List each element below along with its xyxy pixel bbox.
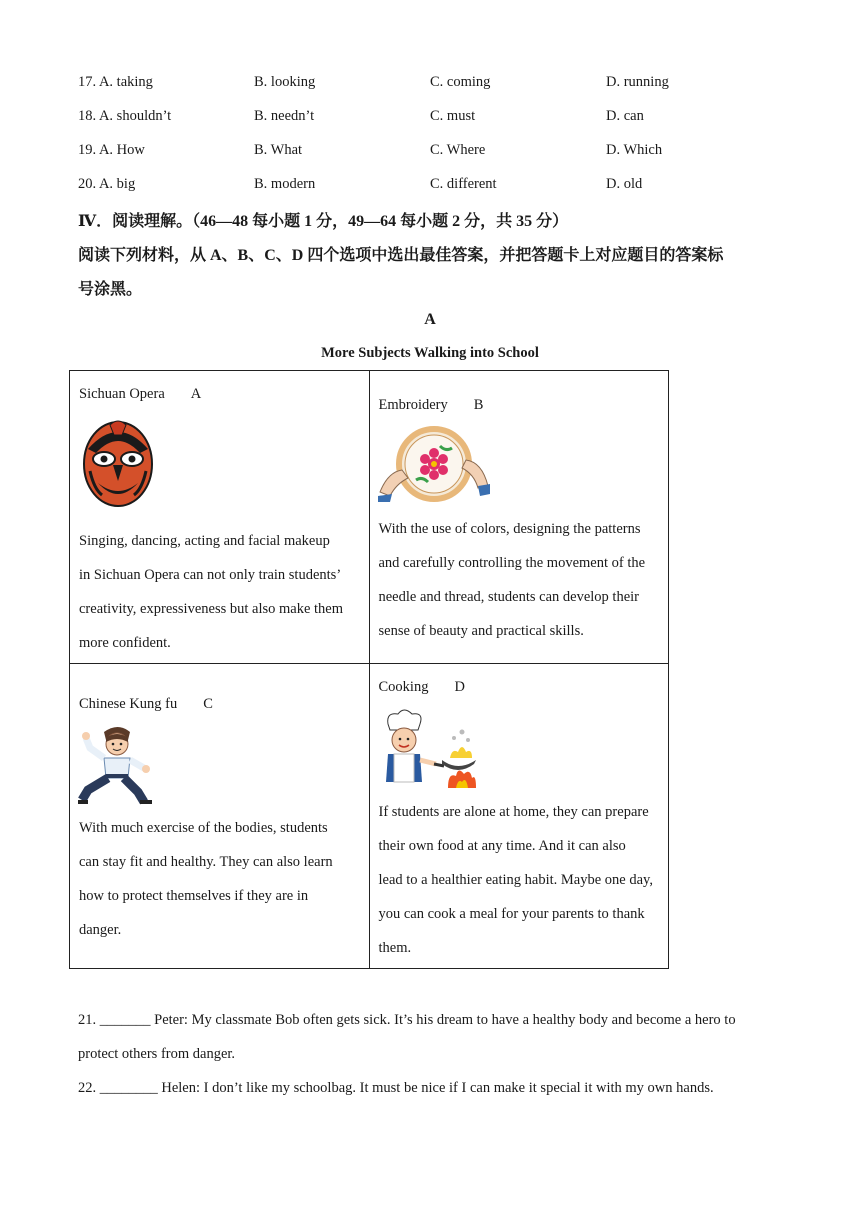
option-17-d: D. running [606, 74, 669, 90]
option-17-b: B. looking [254, 74, 316, 90]
cell-title-b: Embroidery B [378, 397, 484, 413]
cell-cooking [369, 664, 669, 969]
option-19-b: B. What [254, 142, 303, 158]
cell-sichuan-opera [70, 371, 370, 664]
question-21-continued: protect others from danger. [78, 1046, 236, 1062]
passage-label: A [424, 311, 436, 328]
option-20-c: C. different [430, 176, 497, 192]
cell-text-c: With much exercise of the bodies, students can stay fit and healthy. They can also learn how to protect themselves if they are in danger. [79, 820, 333, 938]
opera-mask-icon [80, 419, 156, 511]
embroidery-hoop-icon [378, 426, 490, 502]
option-17-a: 17. A. taking [78, 74, 153, 90]
option-19-c: C. Where [430, 142, 486, 158]
section-instruction-line1: 阅读下列材料，从 A、B、C、D 四个选项中选出最佳答案，并把答题卡上对应题目的答案标 [78, 247, 724, 264]
option-20-a: 20. A. big [78, 176, 136, 192]
cell-text-b: With the use of colors, designing the patterns and carefully controlling the movement of the needle and thread, students can develop their sense of beauty and practical skills. [378, 521, 646, 639]
cell-text-d: If students are alone at home, they can prepare their own food at any time. And it can also lead to a healthier eating habit. Maybe one day, you can cook a meal for your parents to thank them. [378, 804, 653, 956]
question-22: 22. ________ Helen: I don’t like my schoolbag. It must be nice if I can make it special it with my own hands. [78, 1080, 714, 1096]
option-18-b: B. needn’t [254, 108, 315, 124]
cell-title-c: Chinese Kung fu C [79, 696, 213, 712]
option-20-b: B. modern [254, 176, 316, 192]
chef-cooking-icon [378, 708, 482, 788]
option-19-a: 19. A. How [78, 142, 145, 158]
section-instruction-line2: 号涂黑。 [78, 281, 143, 298]
kung-fu-boy-icon [78, 724, 154, 806]
option-19-d: D. Which [606, 142, 663, 158]
option-20-d: D. old [606, 176, 643, 192]
option-18-a: 18. A. shouldn’t [78, 108, 172, 124]
option-18-c: C. must [430, 108, 476, 124]
option-17-c: C. coming [430, 74, 491, 90]
cell-text-a: Singing, dancing, acting and facial makeup in Sichuan Opera can not only train students’ creativity, expressiveness but also make them more confident. [79, 533, 344, 651]
cell-title-d: Cooking D [378, 679, 465, 695]
cell-chinese-kung-fu [70, 664, 370, 969]
cell-title-a: Sichuan Opera A [79, 386, 202, 402]
section-title: Ⅳ．阅读理解。（46—48 每小题 1 分，49—64 每小题 2 分，共 35 分） [78, 213, 569, 230]
cell-embroidery [369, 371, 669, 664]
subjects-table [69, 370, 669, 969]
question-21: 21. _______ Peter: My classmate Bob often gets sick. It’s his dream to have a healthy body and become a hero to [78, 1012, 736, 1028]
option-18-d: D. can [606, 108, 644, 124]
passage-title: More Subjects Walking into School [321, 345, 539, 361]
